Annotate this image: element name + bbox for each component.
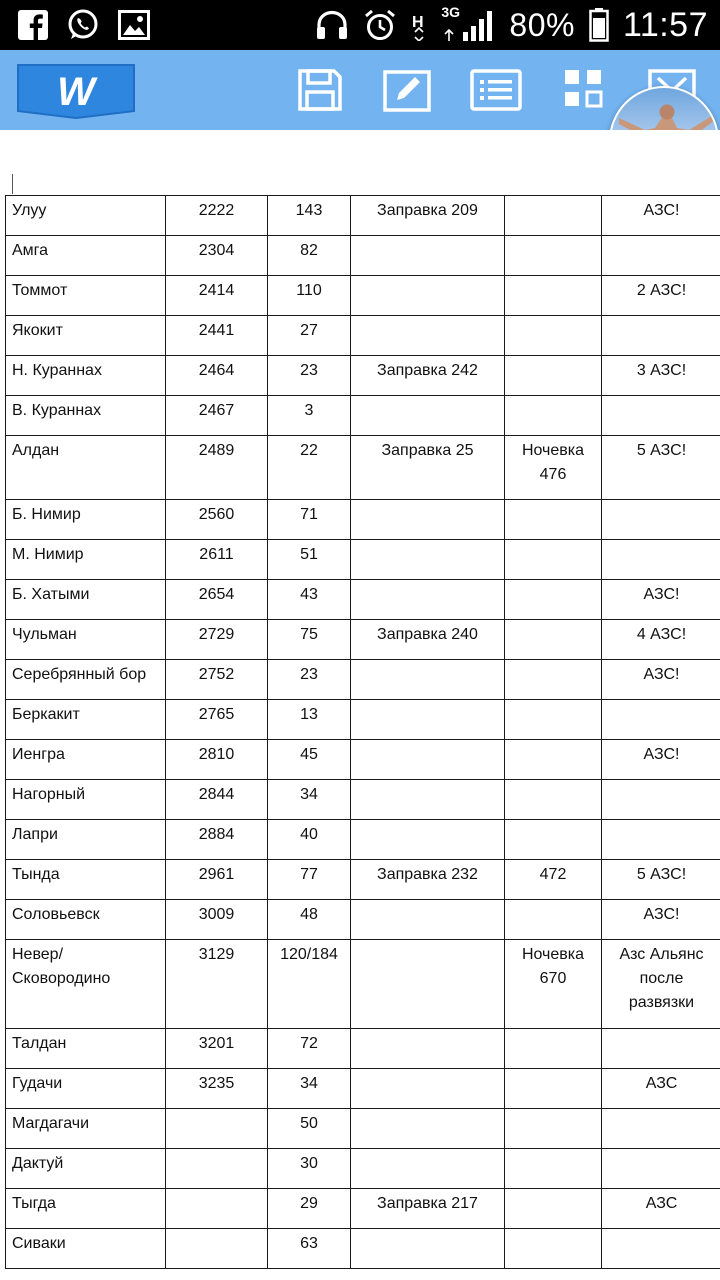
route-table-body	[6, 196, 720, 1269]
gas-station-note-cell: 5 АЗС!	[602, 436, 720, 500]
status-bar	[0, 0, 720, 50]
station-name-cell: Беркакит	[6, 700, 166, 740]
overnight-cell	[505, 780, 602, 820]
svg-text:H: H	[412, 14, 424, 31]
distance-cell: 71	[268, 500, 351, 540]
fuel-stop-cell: Заправка 242	[351, 356, 505, 396]
distance-cell: 34	[268, 780, 351, 820]
gas-station-note-cell	[602, 1229, 720, 1269]
overnight-cell	[505, 740, 602, 780]
fuel-stop-cell: Заправка 217	[351, 1189, 505, 1229]
station-name-cell: Якокит	[6, 316, 166, 356]
kilometer-cell: 2489	[166, 436, 268, 500]
fuel-stop-cell	[351, 740, 505, 780]
overnight-cell	[505, 316, 602, 356]
table-row	[6, 540, 720, 580]
gas-station-note-cell: АЗС!	[602, 196, 720, 236]
save-button[interactable]	[297, 68, 347, 112]
station-name-cell: Б. Нимир	[6, 500, 166, 540]
station-name-cell: Гудачи	[6, 1069, 166, 1109]
table-row	[6, 196, 720, 236]
gas-station-note-cell: АЗС!	[602, 660, 720, 700]
distance-cell: 75	[268, 620, 351, 660]
station-name-cell: Амга	[6, 236, 166, 276]
gas-station-note-cell: АЗС!	[602, 580, 720, 620]
kilometer-cell: 2560	[166, 500, 268, 540]
fuel-stop-cell	[351, 780, 505, 820]
table-row	[6, 860, 720, 900]
hplus-icon	[411, 9, 427, 41]
gas-station-note-cell	[602, 236, 720, 276]
overnight-cell: Ночевка 670	[505, 940, 602, 1029]
distance-cell: 120/184	[268, 940, 351, 1029]
fuel-stop-cell	[351, 660, 505, 700]
distance-cell: 43	[268, 580, 351, 620]
fuel-stop-cell	[351, 900, 505, 940]
station-name-cell: Магдагачи	[6, 1109, 166, 1149]
gas-station-note-cell	[602, 700, 720, 740]
kilometer-cell: 3129	[166, 940, 268, 1029]
table-row	[6, 500, 720, 540]
distance-cell: 23	[268, 660, 351, 700]
whatsapp-icon	[66, 8, 100, 42]
battery-percent: 80%	[509, 6, 575, 43]
table-row	[6, 1229, 720, 1269]
overnight-cell	[505, 1149, 602, 1189]
gas-station-note-cell	[602, 1109, 720, 1149]
gas-station-note-cell: 2 АЗС!	[602, 276, 720, 316]
station-name-cell: Улуу	[6, 196, 166, 236]
kilometer-cell: 2467	[166, 396, 268, 436]
fuel-stop-cell	[351, 700, 505, 740]
kilometer-cell: 3009	[166, 900, 268, 940]
fuel-stop-cell	[351, 396, 505, 436]
fuel-stop-cell	[351, 236, 505, 276]
gas-station-note-cell	[602, 500, 720, 540]
overnight-cell	[505, 580, 602, 620]
fuel-stop-cell	[351, 276, 505, 316]
kilometer-cell: 2961	[166, 860, 268, 900]
distance-cell: 23	[268, 356, 351, 396]
gas-station-note-cell	[602, 540, 720, 580]
distance-cell: 27	[268, 316, 351, 356]
overnight-cell	[505, 500, 602, 540]
table-row	[6, 1189, 720, 1229]
distance-cell: 13	[268, 700, 351, 740]
gas-station-note-cell: Азс Альянс после развязки	[602, 940, 720, 1029]
distance-cell: 29	[268, 1189, 351, 1229]
overnight-cell	[505, 900, 602, 940]
kilometer-cell: 2844	[166, 780, 268, 820]
gas-station-note-cell	[602, 316, 720, 356]
overnight-cell	[505, 820, 602, 860]
save-icon	[297, 68, 343, 112]
facebook-icon	[18, 10, 48, 40]
list-button[interactable]	[470, 68, 520, 112]
gas-station-note-cell: 3 АЗС!	[602, 356, 720, 396]
distance-cell: 77	[268, 860, 351, 900]
overnight-cell	[505, 196, 602, 236]
kilometer-cell	[166, 1189, 268, 1229]
fuel-stop-cell	[351, 580, 505, 620]
fuel-stop-cell	[351, 820, 505, 860]
fuel-stop-cell: Заправка 240	[351, 620, 505, 660]
overnight-cell	[505, 1189, 602, 1229]
grid-button[interactable]	[563, 68, 613, 112]
station-name-cell: Дактуй	[6, 1149, 166, 1189]
edit-button[interactable]	[383, 68, 433, 112]
table-row	[6, 620, 720, 660]
distance-cell: 22	[268, 436, 351, 500]
overnight-cell	[505, 236, 602, 276]
gas-station-note-cell: 5 АЗС!	[602, 860, 720, 900]
fuel-stop-cell: Заправка 209	[351, 196, 505, 236]
table-row	[6, 1069, 720, 1109]
fuel-stop-cell: Заправка 25	[351, 436, 505, 500]
gas-station-note-cell: АЗС	[602, 1069, 720, 1109]
fuel-stop-cell	[351, 1109, 505, 1149]
table-row	[6, 436, 720, 500]
kilometer-cell: 2441	[166, 316, 268, 356]
fuel-stop-cell	[351, 540, 505, 580]
clock: 11:57	[622, 5, 708, 44]
fuel-stop-cell	[351, 1229, 505, 1269]
logo-letter: W	[57, 70, 95, 114]
battery-icon	[589, 8, 609, 42]
gas-station-note-cell	[602, 396, 720, 436]
table-row	[6, 396, 720, 436]
distance-cell: 82	[268, 236, 351, 276]
kilometer-cell: 2611	[166, 540, 268, 580]
distance-cell: 30	[268, 1149, 351, 1189]
fuel-stop-cell: Заправка 232	[351, 860, 505, 900]
table-row	[6, 660, 720, 700]
station-name-cell: Соловьевск	[6, 900, 166, 940]
overnight-cell	[505, 1229, 602, 1269]
headphones-icon	[315, 9, 349, 41]
overnight-cell	[505, 356, 602, 396]
overnight-cell: 472	[505, 860, 602, 900]
station-name-cell: В. Кураннах	[6, 396, 166, 436]
station-name-cell: Тыгда	[6, 1189, 166, 1229]
gas-station-note-cell: 4 АЗС!	[602, 620, 720, 660]
gas-station-note-cell	[602, 820, 720, 860]
distance-cell: 50	[268, 1109, 351, 1149]
table-row	[6, 236, 720, 276]
gas-station-note-cell: АЗС	[602, 1189, 720, 1229]
kilometer-cell: 2304	[166, 236, 268, 276]
fuel-stop-cell	[351, 1149, 505, 1189]
station-name-cell: Талдан	[6, 1029, 166, 1069]
table-row	[6, 940, 720, 1029]
station-name-cell: Невер/Сковородино	[6, 940, 166, 1029]
gas-station-note-cell: АЗС!	[602, 740, 720, 780]
station-name-cell: Тында	[6, 860, 166, 900]
overnight-cell	[505, 700, 602, 740]
distance-cell: 63	[268, 1229, 351, 1269]
kilometer-cell: 2810	[166, 740, 268, 780]
table-row	[6, 1029, 720, 1069]
overnight-cell	[505, 1029, 602, 1069]
kilometer-cell	[166, 1149, 268, 1189]
distance-cell: 45	[268, 740, 351, 780]
kilometer-cell: 2752	[166, 660, 268, 700]
station-name-cell: Серебрянный бор	[6, 660, 166, 700]
table-row	[6, 700, 720, 740]
network-type-label: 3G	[441, 4, 461, 20]
station-name-cell: Иенгра	[6, 740, 166, 780]
gas-station-note-cell	[602, 1029, 720, 1069]
distance-cell: 48	[268, 900, 351, 940]
fuel-stop-cell	[351, 316, 505, 356]
kilometer-cell: 2765	[166, 700, 268, 740]
document-view[interactable]	[0, 130, 720, 1280]
overnight-cell	[505, 620, 602, 660]
fuel-stop-cell	[351, 1029, 505, 1069]
overnight-cell	[505, 276, 602, 316]
distance-cell: 40	[268, 820, 351, 860]
station-name-cell: М. Нимир	[6, 540, 166, 580]
kilometer-cell	[166, 1109, 268, 1149]
gas-station-note-cell: АЗС!	[602, 900, 720, 940]
table-row	[6, 780, 720, 820]
overnight-cell	[505, 396, 602, 436]
distance-cell: 143	[268, 196, 351, 236]
kilometer-cell	[166, 1229, 268, 1269]
table-row	[6, 1149, 720, 1189]
table-row	[6, 820, 720, 860]
distance-cell: 110	[268, 276, 351, 316]
station-name-cell: Нагорный	[6, 780, 166, 820]
station-name-cell: Чульман	[6, 620, 166, 660]
gas-station-note-cell	[602, 1149, 720, 1189]
table-row	[6, 740, 720, 780]
table-row	[6, 580, 720, 620]
overnight-cell	[505, 1069, 602, 1109]
table-row	[6, 1109, 720, 1149]
table-row	[6, 316, 720, 356]
kilometer-cell: 2464	[166, 356, 268, 396]
gas-station-note-cell	[602, 780, 720, 820]
kilometer-cell: 2884	[166, 820, 268, 860]
text-cursor	[12, 174, 13, 194]
overnight-cell	[505, 540, 602, 580]
distance-cell: 3	[268, 396, 351, 436]
kilometer-cell: 3201	[166, 1029, 268, 1069]
station-name-cell: Лапри	[6, 820, 166, 860]
alarm-icon	[363, 8, 397, 42]
distance-cell: 34	[268, 1069, 351, 1109]
distance-cell: 51	[268, 540, 351, 580]
list-icon	[470, 68, 522, 112]
fuel-stop-cell	[351, 940, 505, 1029]
app-toolbar	[0, 50, 720, 130]
edit-icon	[383, 68, 433, 112]
station-name-cell: Б. Хатыми	[6, 580, 166, 620]
kilometer-cell: 2414	[166, 276, 268, 316]
table-row	[6, 276, 720, 316]
kilometer-cell: 3235	[166, 1069, 268, 1109]
gallery-icon	[118, 10, 150, 40]
app-logo-button[interactable]	[16, 63, 136, 119]
grid-icon	[563, 68, 603, 108]
kilometer-cell: 2729	[166, 620, 268, 660]
kilometer-cell: 2654	[166, 580, 268, 620]
kilometer-cell: 2222	[166, 196, 268, 236]
fuel-stop-cell	[351, 1069, 505, 1109]
overnight-cell	[505, 660, 602, 700]
station-name-cell: Томмот	[6, 276, 166, 316]
station-name-cell: Сиваки	[6, 1229, 166, 1269]
station-name-cell: Н. Кураннах	[6, 356, 166, 396]
station-name-cell: Алдан	[6, 436, 166, 500]
distance-cell: 72	[268, 1029, 351, 1069]
table-row	[6, 900, 720, 940]
route-table	[5, 195, 720, 1269]
table-row	[6, 356, 720, 396]
signal-icon	[441, 4, 495, 42]
fuel-stop-cell	[351, 500, 505, 540]
overnight-cell	[505, 1109, 602, 1149]
overnight-cell: Ночевка 476	[505, 436, 602, 500]
